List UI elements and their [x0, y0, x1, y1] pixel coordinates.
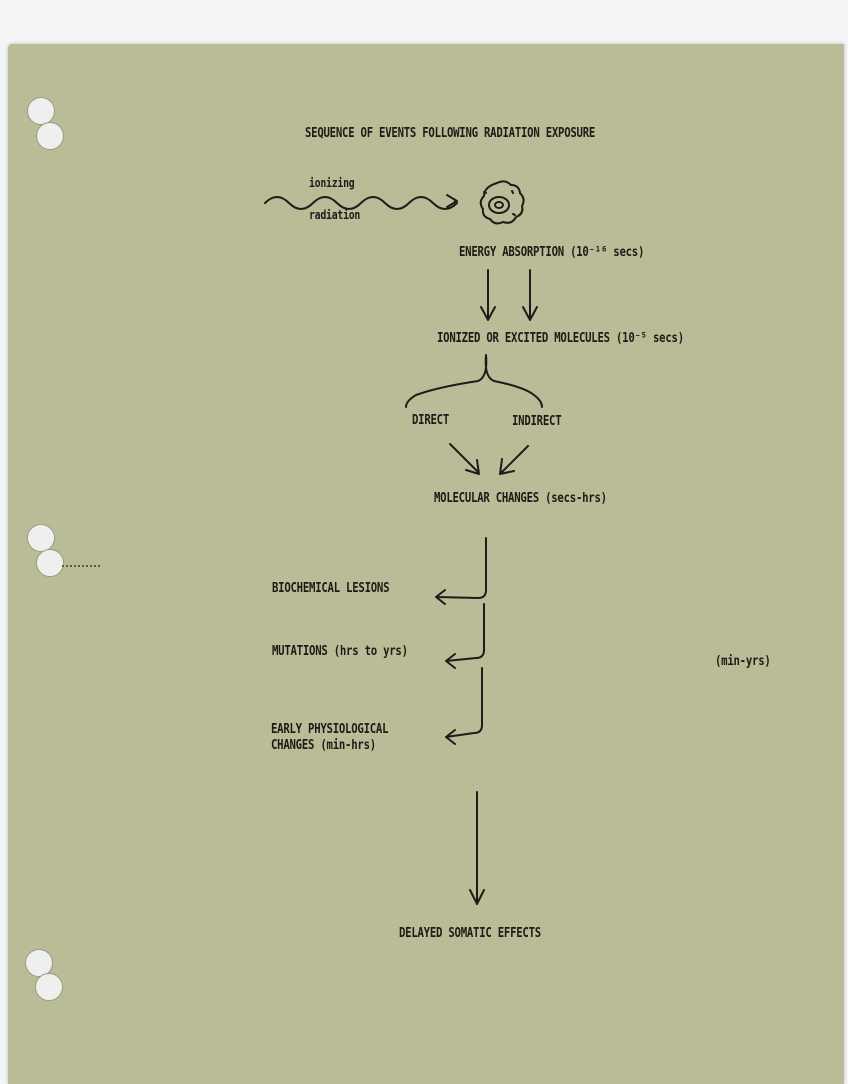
page-title: SEQUENCE OF EVENTS FOLLOWING RADIATION EXPOSURE [305, 126, 596, 141]
branch-line [446, 604, 484, 668]
node-direct: DIRECT [412, 413, 450, 428]
radiation-wave [265, 197, 457, 209]
node-energy-absorption: ENERGY ABSORPTION (10⁻¹⁶ secs) [459, 245, 645, 260]
arrow-converge [450, 444, 479, 474]
branch-line [436, 538, 486, 604]
node-molecular-changes: MOLECULAR CHANGES (secs-hrs) [434, 491, 607, 506]
branch-line [446, 668, 482, 744]
node-indirect: INDIRECT [512, 414, 562, 429]
arrow-down-long [470, 792, 484, 904]
arrow-converge [500, 446, 528, 474]
node-min-yrs: (min-yrs) [715, 654, 771, 669]
node-delayed-effects: DELAYED SOMATIC EFFECTS [399, 926, 541, 941]
cell-icon [481, 181, 524, 223]
arrow-down [523, 270, 537, 320]
node-early-changes-line1: EARLY PHYSIOLOGICAL [271, 722, 389, 737]
radiation-label-top: ionizing [309, 176, 355, 190]
split-brace [406, 355, 542, 407]
node-early-changes-line2: CHANGES (min-hrs) [271, 738, 376, 753]
radiation-label-bottom: radiation [309, 208, 361, 222]
node-mutations: MUTATIONS (hrs to yrs) [272, 644, 408, 659]
arrow-down [481, 270, 495, 320]
node-ionized-molecules: IONIZED OR EXCITED MOLECULES (10⁻⁵ secs) [437, 331, 684, 346]
node-biochemical-lesions: BIOCHEMICAL LESIONS [272, 581, 390, 596]
